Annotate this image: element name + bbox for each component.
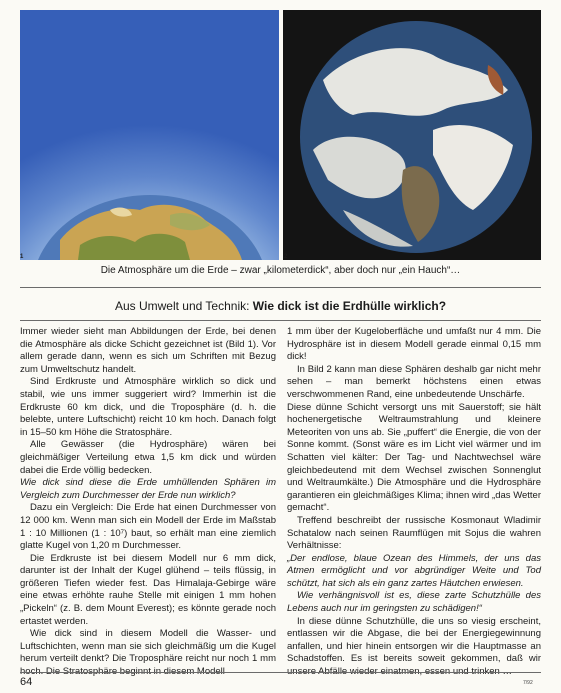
print-code: 7/92 (523, 680, 533, 686)
bottom-divider (20, 672, 541, 673)
paragraph: Sind Erdkruste und Atmosphäre wirklich so dick und stabil, wie uns immer suggeriert wird? Immerhin ist die Erdkruste 60 km dick, und die Troposphäre (d. h. die belebte, untere Luftschicht) reicht 10 km hoch. Danach folgt in 15–50 km Höhe die Stratosphäre. (20, 376, 276, 438)
paragraph: Die Erdkruste ist bei diesem Modell nur 6 mm dick, darunter ist der Inhalt der Kugel glühend – teils flüssig, in größeren Tiefen wieder fest. Das Himalaja-Gebirge wäre eine etwas erhöhte rauhe Stelle mit einigen 1 mm hohen „Pickeln“ (z. B. dem Mount Everest); es könnte gerade noch ertastet werden. (20, 552, 276, 627)
figure-earth-photo (283, 10, 541, 260)
figure-2-number: 2 (284, 254, 288, 260)
section-heading (20, 299, 541, 313)
paragraph: Wie dick sind in diesem Modell die Wasser- und Luftschichten, wenn man sie sich gleichmäßig um die Kugel herum verteilt denkt? Die Troposphäre reicht nur noch 1 mm (20, 628, 276, 665)
paragraph: Immer wieder sieht man Abbildungen der Erde, bei denen die Atmosphäre als dicke Schicht gezeichnet ist (Bild 1). Vor allem gerade dann, wenn es sich um Schriften mit Bezug zum Umweltschutz handelt. (20, 326, 276, 375)
figure-caption: Die Atmosphäre um die Erde – zwar „kilometerdick“, aber doch nur „ein Hauch“… (100, 265, 461, 276)
earth-globe-graphic (283, 10, 541, 260)
paragraph: In diese dünne Schutzhülle, die uns so viesig erscheint, entlassen wir die Abgase, die bei der Energiegewinnung anfallen, und hier hinein entsorgen wir die Hauptmasse an Schadstoffen. Es ist bereits soweit gekommen, daß wir (287, 615, 541, 665)
figure-1-number: 1 (20, 254, 24, 260)
quote-paragraph: „Der endlose, blaue Ozean des Himmels, der uns das Atmen ermöglicht und vor abgründiger Weite und Tod schützt, hat sich als ein ganz zartes Häutchen erwiesen. (287, 552, 541, 589)
paragraph: Treffend beschreibt der russische Kosmonaut Wladimir Schatalow nach seinen Raumflügen mit Sojus die wahren Verhältnisse: (287, 514, 541, 552)
paragraph: 1 mm über der Kugeloberfläche und umfaßt nur 4 mm. Die Hydrosphäre ist in diesem Modell gerade einmal 0,15 mm dick! (287, 326, 541, 363)
heading-prefix: Aus Umwelt und Technik: (114, 299, 253, 313)
page-number: 64 (20, 676, 33, 688)
right-column (287, 326, 541, 679)
left-column (20, 326, 276, 679)
paragraph: Diese dünne Schicht versorgt uns mit Sauerstoff; sie hält hochenergetische Weltraumstrahlung und kleinere Meteoriten von uns ab. Sie „puffert“ die Energie, die von der Sonne kommt. (Sonst wäre es im Licht viel wärmer und im Schatten viel kälter: Der Tag- und Nachtwechsel wäre gleichbedeutend mit dem Wechsel zwischen Sonnenglut und Weltraumkälte.) Die Atmosphäre und die Hydrosphäre garantieren ein gleichmäßiges Klima; ihnen wird „das Wetter gemacht“. (287, 401, 541, 514)
top-divider (20, 287, 541, 288)
paragraph: In Bild 2 kann man diese Sphären deshalb gar nicht mehr sehen – man bemerkt höchstens einen etwas verschwommenen Rand, eine unbedeutende Unschärfe. (287, 363, 541, 400)
heading-title: Wie dick ist die Erdhülle wirklich? (252, 299, 447, 313)
heading-divider (20, 320, 541, 321)
earth-horizon-graphic (20, 10, 279, 260)
paragraph: Dazu ein Vergleich: Die Erde hat einen Durchmesser von 12 000 km. Wenn man sich ein Modell der Erde im Maßstab 1 : 10 Millionen (1 : 10⁷) baut, so erhält man eine ziemlich glatte Kugel von 1,20 m Durchmesser. (20, 502, 276, 552)
paragraph: Alle Gewässer (die Hydrosphäre) wären bei gleichmäßiger Verteilung etwa 1,5 km dick und würden dabei die Erde völlig bedecken. (20, 439, 276, 476)
question-paragraph: Wie dick sind diese die Erde umhüllenden Sphären im Vergleich zum Durchmesser der Erde nun wirklich? (20, 477, 276, 501)
quote-paragraph: Wie verhängnisvoll ist es, diese zarte Schutzhülle des Lebens auch nur im geringsten zu schädigen!“ (287, 590, 541, 615)
figure-atmosphere-illustration (20, 10, 279, 260)
